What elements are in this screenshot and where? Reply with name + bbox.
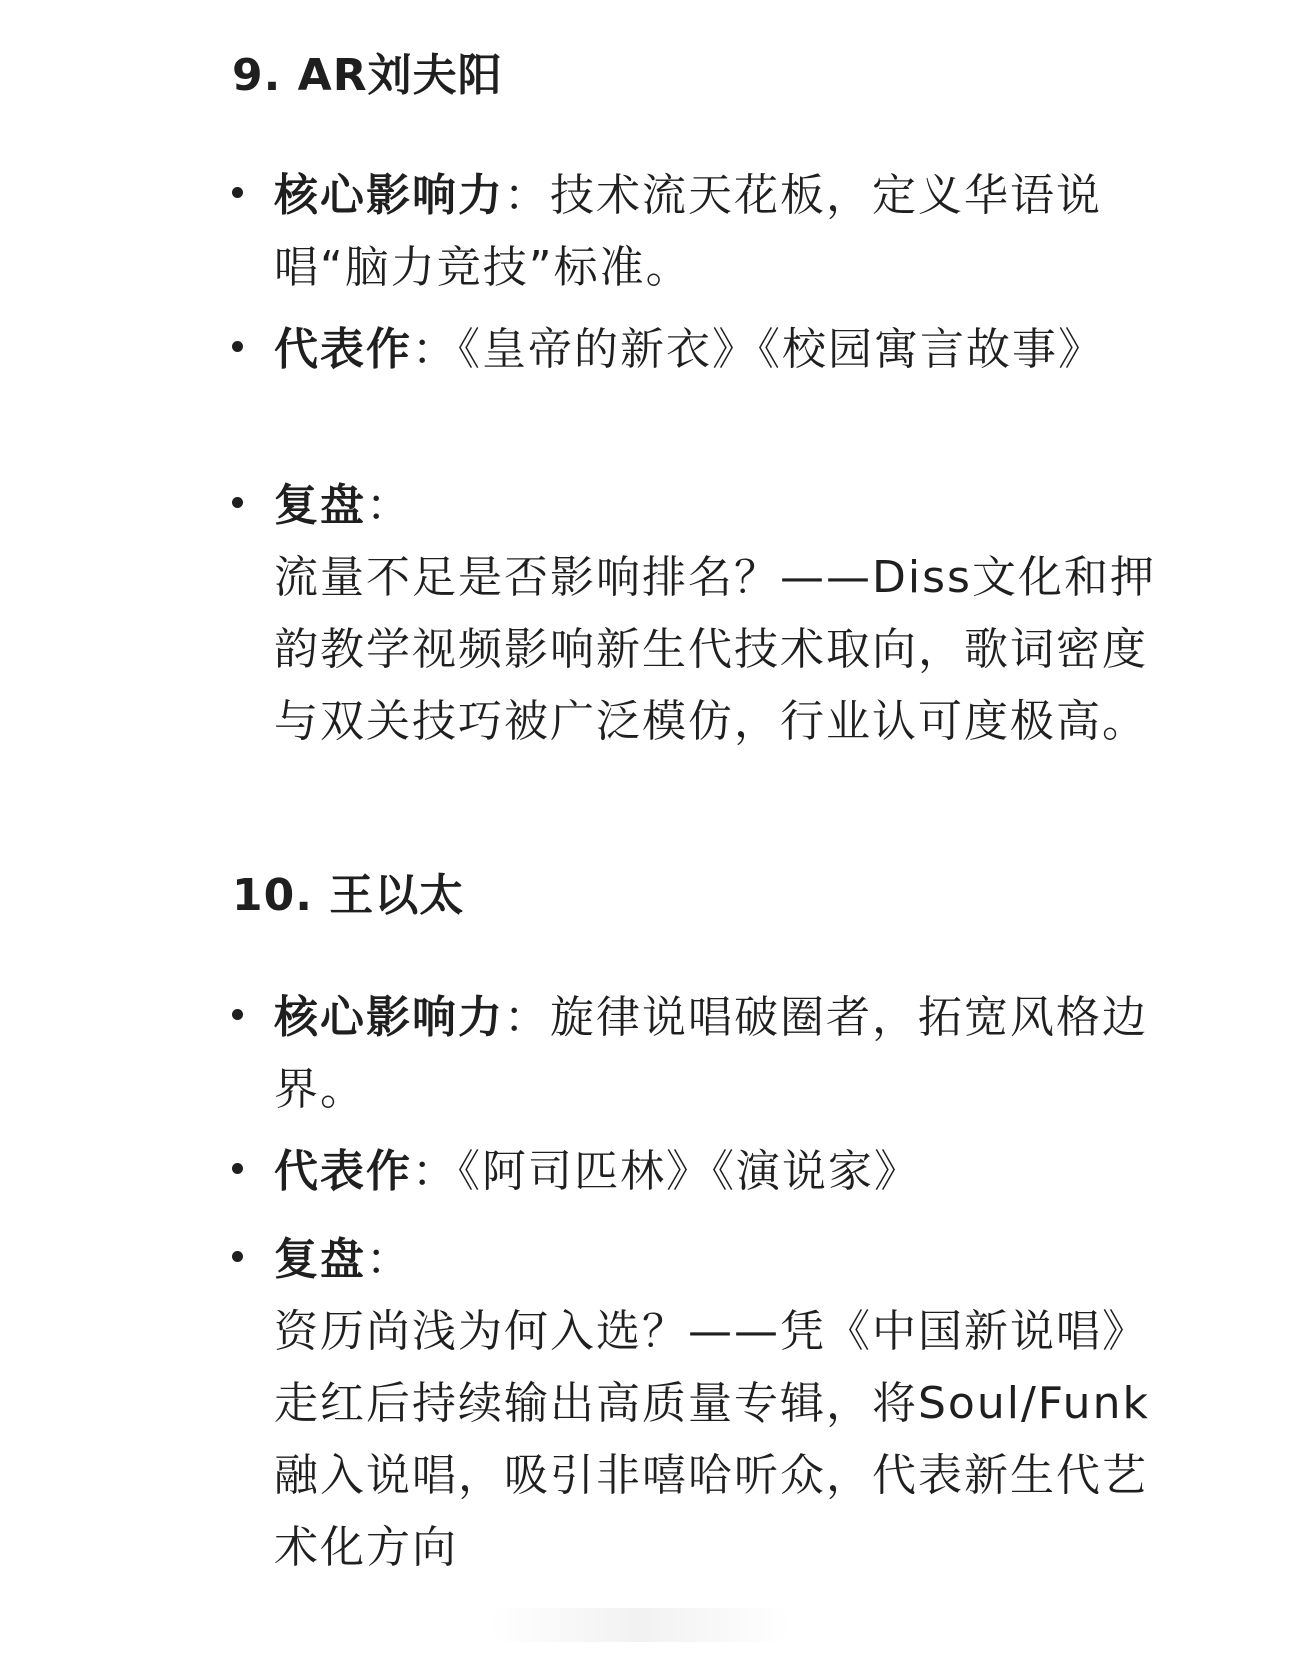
list-item-text [274, 1224, 1174, 1584]
item-separator: ： [366, 1234, 412, 1285]
item-label: 核心影响力 [274, 170, 504, 221]
item-separator: ： [412, 1146, 458, 1197]
item-label: 代表作 [274, 1146, 412, 1197]
bullet-dot-icon [232, 341, 243, 352]
item-body: 资历尚浅为何入选？——凭《中国新说唱》走红后持续输出高质量专辑，将Soul/Funk融入说唱，吸引非嘻哈听众，代表新生代艺术化方向 [274, 1306, 1150, 1573]
item-separator: ： [504, 170, 550, 221]
item-separator: ： [412, 324, 458, 375]
list-item-text [274, 982, 1174, 1126]
item-separator: ： [366, 480, 412, 531]
bullet-dot-icon [232, 1251, 243, 1262]
list-item-text [274, 1136, 1174, 1208]
item-body: 流量不足是否影响排名？——Diss文化和押韵教学视频影响新生代技术取向，歌词密度与双关技巧被广泛模仿，行业认可度极高。 [274, 552, 1156, 747]
list-item-text [274, 314, 1174, 386]
item-label: 复盘 [274, 1234, 366, 1285]
item-label: 代表作 [274, 324, 412, 375]
bullet-dot-icon [232, 497, 243, 508]
item-body: 技术流天花板，定义华语说唱“脑力竞技”标准。 [274, 170, 1102, 293]
item-body: 旋律说唱破圈者，拓宽风格边界。 [274, 992, 1148, 1115]
bullet-dot-icon [232, 187, 243, 198]
item-label: 核心影响力 [274, 992, 504, 1043]
item-body: 《阿司匹林》《演说家》 [458, 1146, 920, 1197]
item-body: 《皇帝的新衣》《校园寓言故事》 [458, 324, 1104, 375]
item-separator: ： [504, 992, 550, 1043]
scroll-fade-overlay [490, 1608, 790, 1642]
bullet-dot-icon [232, 1009, 243, 1020]
section-heading-9: 9. AR刘夫阳 [232, 50, 503, 101]
item-label: 复盘 [274, 480, 366, 531]
section-heading-10: 10. 王以太 [232, 870, 465, 921]
list-item-text [274, 470, 1174, 758]
list-item-text [274, 160, 1174, 304]
bullet-dot-icon [232, 1163, 243, 1174]
